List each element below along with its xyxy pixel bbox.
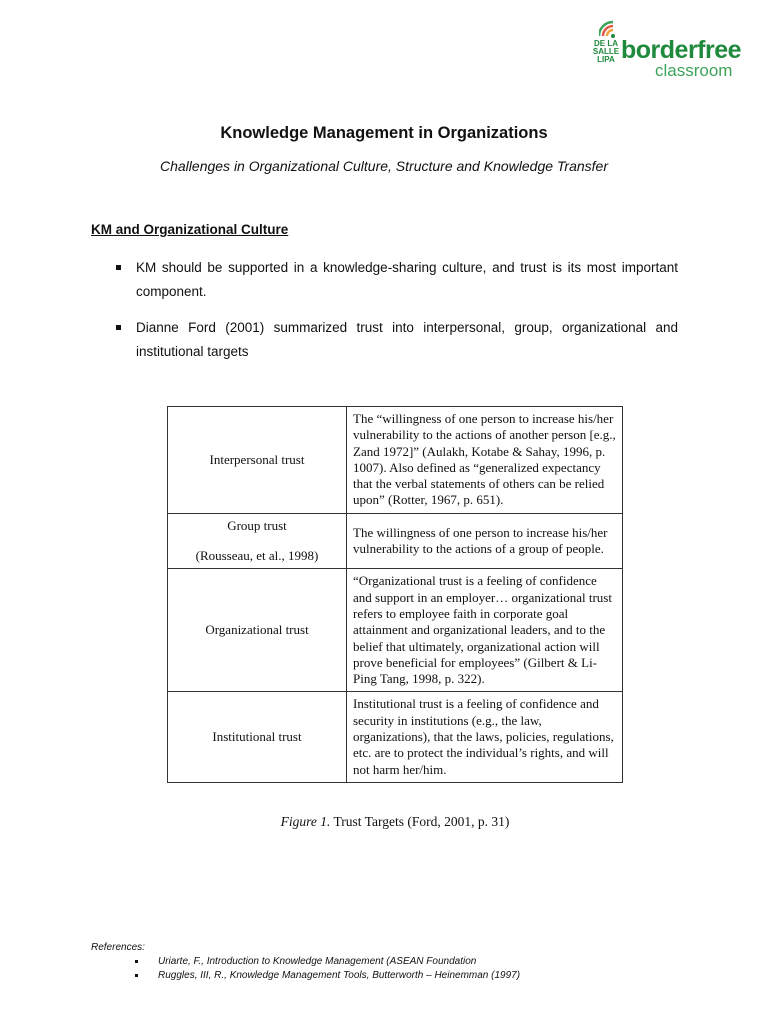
table-row [168, 513, 623, 569]
table-row [168, 692, 623, 782]
bullet-list [116, 256, 678, 376]
section-heading: KM and Organizational Culture [91, 222, 289, 237]
bullet-square-icon [116, 325, 121, 330]
list-item: Uriarte, F., Introduction to Knowledge Management (ASEAN Foundation [135, 955, 520, 969]
trust-targets-table [167, 406, 623, 783]
list-item: KM should be supported in a knowledge-sharing culture, and trust is its most important component. [116, 256, 678, 304]
table-row [168, 569, 623, 692]
trust-definition-cell: “Organizational trust is a feeling of confidence and support in an employer… organizational trust refers to employee faith in corporate goal attainment and organizational leaders, and to the belief that ultimately, organizational action will prove beneficial for employees” (Gilbert & Li-Ping Tang, 1998, p. 322). [347, 569, 623, 692]
page-subtitle: Challenges in Organizational Culture, Structure and Knowledge Transfer [160, 158, 608, 174]
trust-type-cell: Institutional trust [168, 692, 347, 782]
bullet-square-icon [135, 974, 138, 977]
de-la-salle-lipa-seal: DE LA SALLE LIPA [592, 39, 620, 64]
wifi-signal-icon [599, 18, 623, 38]
borderfree-logo [591, 18, 756, 80]
table-row [168, 407, 623, 514]
list-item: Dianne Ford (2001) summarized trust into interpersonal, group, organizational and institutional targets [116, 316, 678, 364]
list-item: Ruggles, III, R., Knowledge Management Tools, Butterworth – Heinemman (1997) [135, 969, 520, 983]
trust-type-cell: Interpersonal trust [168, 407, 347, 514]
figure-caption: Figure 1. Trust Targets (Ford, 2001, p. 31) [280, 814, 510, 829]
logo-brand-text: borderfree [621, 36, 742, 64]
trust-type-cell: Group trust (Rousseau, et al., 1998) [168, 513, 347, 569]
bullet-square-icon [135, 960, 138, 963]
trust-type-cell: Organizational trust [168, 569, 347, 692]
trust-definition-cell: Institutional trust is a feeling of confidence and security in institutions (e.g., the law, organizations), that the laws, policies, regulations, etc. are to protect the individual’s rights, and will not harm her/him. [347, 692, 623, 782]
bullet-square-icon [116, 265, 121, 270]
trust-definition-cell: The “willingness of one person to increase his/her vulnerability to the actions of another person [e.g., Zand 1972]” (Aulakh, Kotabe & Sahay, 1996, p. 1007). Also defined as “generalized expectancy that the verbal statements of others can be relied upon” (Rotter, 1967, p. 651). [347, 407, 623, 514]
logo-sub-text: classroom [655, 61, 733, 80]
trust-definition-cell: The willingness of one person to increase his/her vulnerability to the actions of a group of people. [347, 513, 623, 569]
page-title: Knowledge Management in Organizations [220, 124, 548, 142]
references-label: References: [91, 942, 145, 953]
references-list [135, 955, 520, 983]
